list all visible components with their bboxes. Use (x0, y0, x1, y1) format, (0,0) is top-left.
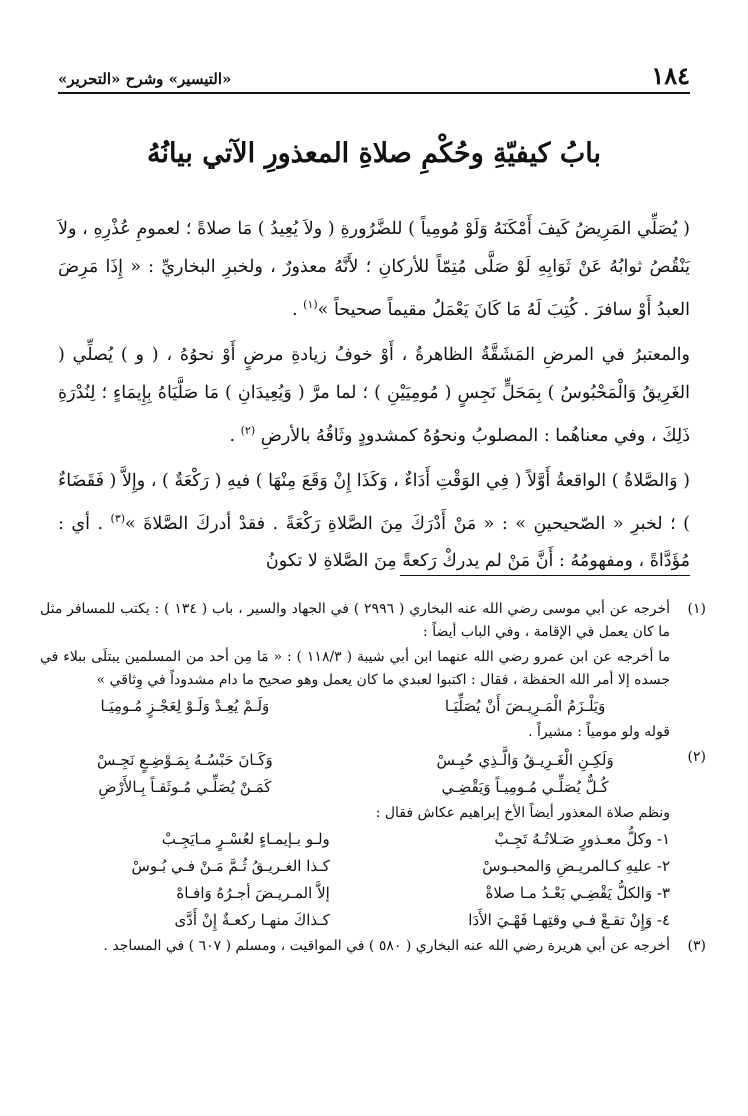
footnote (40, 746, 706, 935)
verse-line (40, 881, 670, 906)
running-header (58, 58, 690, 94)
verse-hemistich: وَكَـانَ حَبْسُـهُ بِمَـوْضِـعٍ نَجِـسْ (97, 751, 273, 769)
verse-hemistich: كُـلٌّ يُصَلِّـي مُـومِيـاً وَيَقْضِـي (441, 778, 609, 796)
footnote-text: أخرجه عن أبي موسى رضي الله عنه البخاري ( ٢٩٩٦ ) في الجهاد والسير ، باب ( ١٣٤ ) : يكتب للمسافر مثل ما كان يعمل في الإقامة ، وفي الباب أيضاً : (40, 601, 670, 640)
paragraph: ( وَالصَّلاةُ ) الواقعةُ أَوَّلاً ( فِي الوَقْتِ أَدَاءٌ ، وَكَذَا إِنْ وَقَعَ مِنْهَا ) فيهِ ( رَكْعَةٌ ) ، وإِلاَّ ( فَقَضَاءٌ ) ؛ لخبرِ « الصّحيحينِ » : « مَنْ أَدْرَكَ مِنَ الصَّلاةِ رَكْعَةً . فقدْ أدركَ الصَّلاةَ »$^{(٣)}$ . أي : مُؤَدَّاةً ، ومفهومُهُ : أَنَّ مَنْ لم يدركْ رَكعةً مِنَ الصَّلاةِ لا تكونُ (58, 470, 690, 572)
footnote-number: (١) (687, 601, 706, 617)
verse-hemistich: ٢- عليهِ كـالمريـضِ وَالمحبـوسْ (482, 857, 670, 875)
verse-line (40, 854, 670, 879)
page-number: ١٨٤ (651, 61, 690, 90)
verse-hemistich: ٤- وَإِنْ تقـعْ فـي وقتِهـا فَهْـيَ الأَدَا (468, 911, 670, 929)
verse-hemistich: وَلَـمْ يُعِـدْ وَلَـوْ لِعَجْـزٍ مُـومِيَـا (100, 697, 270, 715)
footnote-body (40, 598, 670, 746)
verse-hemistich: كَمَـنْ يُصَلِّـي مُـوثَقـاً بِـالأَرْضِ (98, 778, 272, 796)
verse-hemistich: ٣- وَالكلُّ يَقْضِـي بَعْـدُ مـا صلاةْ (485, 884, 670, 902)
verse-line (40, 908, 670, 933)
verse-hemistich: ولـو بـإيمـاءٍ لعُسْـرٍ مـايَجِـبْ (161, 830, 330, 848)
footnote-ref[interactable]: (٢) (240, 423, 256, 437)
footnote-body (40, 746, 670, 935)
verse-hemistich: وَيَلْـزَمُ الْمَـرِيـضَ أَنْ يُصَلِّيَـا (444, 697, 606, 715)
verse-line (40, 827, 670, 852)
verse-hemistich: وَلَكِـنِ الْغَـرِيـقُ وَالَّـذِي حُبِـسْ (436, 751, 614, 769)
verse-hemistich: ١- وكلُّ معـذورٍ صَـلاتُـهُ تَجِـبْ (494, 830, 670, 848)
footnote-ref[interactable]: (١) (303, 298, 318, 311)
paragraph: والمعتبرُ في المرضِ المَشَقَّةُ الظاهرةُ ، أَوْ خوفُ زيادةِ مرضٍ أَوْ نحوُهُ ، ( و ) يُصلِّي ( الغَرِيقُ وَالْمَحْبُوسُ ) بِمَحَلٍّ نَجِسٍ ( مُومِيَيْنِ ) ؛ لما مرَّ ( وَيُعِيدَانِ ) مَا صَلَّيَاهُ بِإِيمَاءٍ ؛ لِنُدْرَةِ ذَلِكَ ، وفي معناهُما : المصلوبُ ونحوُهُ كمشدودٍ وثَاقُهُ بالأرضِ $^{(٢)}$ . (58, 344, 690, 446)
verse-line (40, 748, 670, 773)
footnote-divider (400, 575, 690, 576)
verse-line (40, 775, 670, 800)
footnote-text: أخرجه عن أبي هريرة رضي الله عنه البخاري ( ٥٨٠ ) في المواقيت ، ومسلم ( ٦٠٧ ) في المساجد . (103, 938, 670, 954)
paragraph: ( يُصَلِّي المَرِيضُ كَيفَ أَمْكَنَهُ وَلَوْ مُومِياً ) للضَّرُورةِ ( ولاَ يُعِيدُ ) مَا صلاةً ؛ لعمومِ عُذْرِهِ ، ولاَ يَنْقُصُ ثوابُهُ عَنْ ثَوَابِهِ لَوْ صَلَّى مُتِمّاً للأركانِ ؛ لأَنَّهُ معذورٌ ، ولخبرِ البخاريِّ : « إِذَا مَرِضَ العبدُ أَوْ سافرَ . كُتِبَ لَهُ مَا كَانَ يَعْمَلُ مقيماً صحيحاً »$^{(١)}$ . (58, 219, 690, 320)
verse-line (40, 694, 670, 719)
footnote-text: ونظم صلاة المعذور أيضاً الأخ إبراهيم عكاش فقال : (375, 805, 670, 821)
main-text (58, 210, 690, 587)
footnote-text: قوله ولو مومياً : مشيراً . (528, 724, 670, 740)
footnotes (40, 598, 706, 960)
verse-hemistich: كـذاكَ منهـا ركعـةٌ إِنْ أَدَّى (174, 911, 330, 929)
footnote (40, 598, 706, 746)
footnote-number: (٣) (687, 938, 706, 954)
footnote-ref[interactable]: (٣) (110, 511, 126, 525)
verse-hemistich: إلاَّ المـريـضَ أجـرُهُ وَافـاهْ (176, 884, 330, 902)
footnote-text: ما أخرجه عن ابن عمرو رضي الله عنهما ابن أبي شيبة ( ١١٨/٣ ) : « مَا مِن أحد من المسلمين يبتلَى ببلاء في جسده إلا أمر الله الحفظة ، فقال : اكتبوا لعبدي ما كان يعمل وهو صحيح ما دام مشدوداً في وِثاقي » (40, 649, 670, 688)
footnote-number: (٢) (687, 749, 706, 765)
verse-hemistich: كـذا الغـريـقُ ثُـمَّ مَـنْ فـي بُـوسْ (131, 857, 330, 875)
book-title: «التيسير» وشرح «التحرير» (58, 70, 232, 88)
footnote (40, 935, 706, 960)
footnote-body (40, 935, 670, 960)
chapter-title: بابُ كيفيّةِ وحُكْمِ صلاةِ المعذورِ الآتي بيانُهُ (146, 138, 602, 169)
